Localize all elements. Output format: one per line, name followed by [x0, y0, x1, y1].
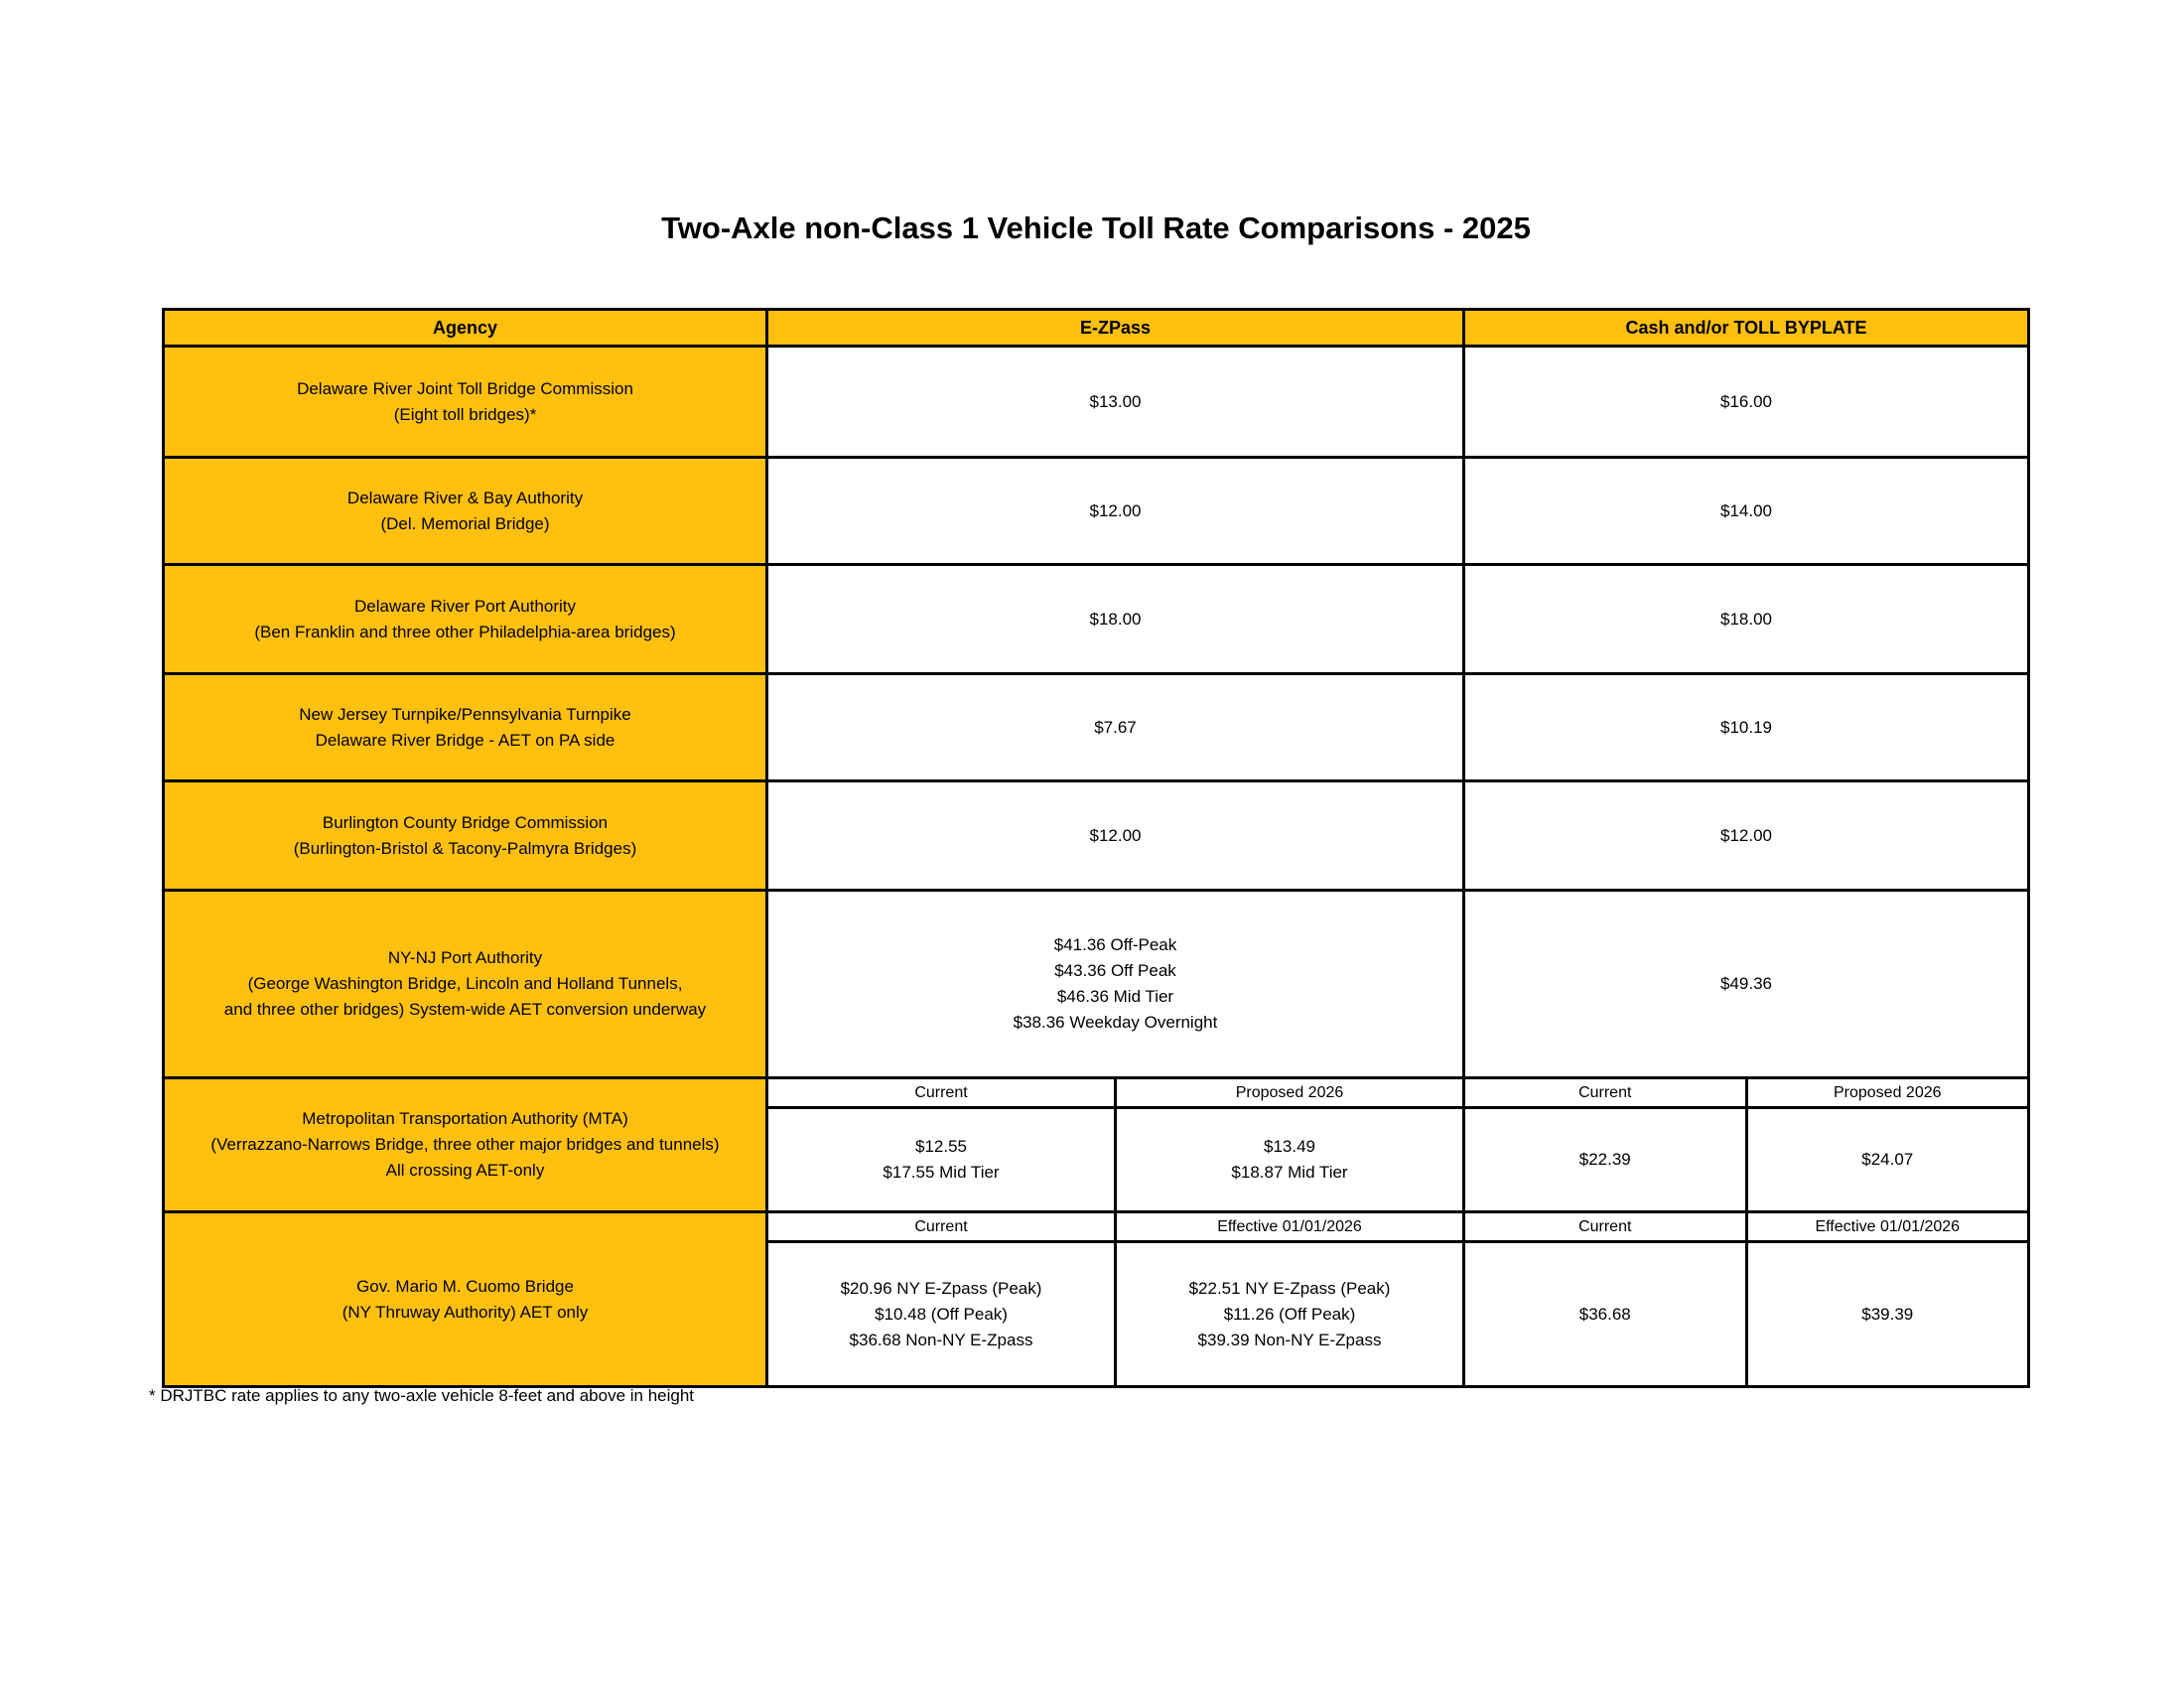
toll-value: $7.67 [1094, 717, 1137, 737]
footnote: * DRJTBC rate applies to any two-axle vehicle 8-feet and above in height [149, 1386, 695, 1405]
agency-cell [165, 1079, 765, 1210]
page-title: Two-Axle non-Class 1 Vehicle Toll Rate Comparisons - 2025 [661, 211, 1531, 245]
cash-cell [1462, 566, 2027, 672]
agency-cell [165, 348, 765, 456]
toll-value: $14.00 [1720, 500, 1772, 520]
ezpass-split-cell [765, 1213, 1462, 1385]
toll-value: $13.49 [1264, 1137, 1315, 1156]
toll-value: $41.36 Off-Peak [1053, 935, 1177, 954]
subheader-row [768, 1079, 1462, 1109]
toll-value: $18.00 [1720, 609, 1772, 629]
toll-value: $17.55 Mid Tier [883, 1163, 1000, 1182]
subheader-current: Current [1578, 1083, 1632, 1101]
cash-current-cell [1465, 1109, 1745, 1210]
ezpass-cell [765, 348, 1462, 456]
agency-cell [165, 566, 765, 672]
agency-name: Delaware River & Bay Authority [346, 488, 584, 507]
agency-name: Delaware River Port Authority [354, 596, 576, 616]
subheader-row [1465, 1213, 2027, 1243]
subheader-effective-2026: Effective 01/01/2026 [1114, 1213, 1462, 1240]
subheader-current: Current [914, 1083, 968, 1101]
ezpass-cell [765, 566, 1462, 672]
cash-cell [1462, 348, 2027, 456]
ezpass-cell [765, 459, 1462, 563]
agency-detail: Delaware River Bridge - AET on PA side [315, 730, 615, 750]
agency-cell [165, 892, 765, 1076]
agency-name: Metropolitan Transportation Authority (MTA) [302, 1109, 628, 1128]
subheader-row [768, 1213, 1462, 1243]
table-row-njtp-patp [165, 672, 2027, 779]
agency-detail: (Del. Memorial Bridge) [380, 513, 550, 533]
agency-cell [165, 675, 765, 779]
toll-value: $22.51 NY E-Zpass (Peak) [1188, 1278, 1391, 1298]
ezpass-cell [765, 892, 1462, 1076]
table-row-panynj [165, 889, 2027, 1076]
subheader-current: Current [1578, 1217, 1632, 1235]
agency-name: Delaware River Joint Toll Bridge Commission [297, 378, 633, 398]
agency-detail: and three other bridges) System-wide AET conversion underway [223, 1000, 707, 1019]
subbody-row [768, 1243, 1462, 1385]
ezpass-current-cell [768, 1109, 1114, 1210]
toll-value: $13.00 [1089, 391, 1142, 411]
subheader-proposed-2026: Proposed 2026 [1745, 1079, 2028, 1106]
toll-value: $18.87 Mid Tier [1231, 1163, 1348, 1182]
toll-value: $36.68 Non-NY E-Zpass [849, 1330, 1033, 1349]
agency-name: Gov. Mario M. Cuomo Bridge [356, 1276, 574, 1296]
cash-cell [1462, 675, 2027, 779]
subbody-row [1465, 1243, 2027, 1385]
agency-detail: (Burlington-Bristol & Tacony-Palmyra Bridges) [293, 838, 637, 858]
toll-value: $12.00 [1720, 825, 1772, 845]
table-header-row [165, 311, 2027, 345]
table-row-burlington [165, 779, 2027, 889]
toll-value: $20.96 NY E-Zpass (Peak) [840, 1278, 1042, 1298]
toll-value: $36.68 [1578, 1304, 1631, 1324]
ezpass-cell [765, 782, 1462, 889]
toll-value: $10.48 (Off Peak) [875, 1304, 1008, 1324]
column-header-ezpass: E-ZPass [765, 311, 1462, 345]
agency-name: NY-NJ Port Authority [387, 948, 543, 967]
toll-value: $12.00 [1089, 825, 1142, 845]
table-row-drjtbc [165, 345, 2027, 456]
ezpass-effective-cell [1114, 1243, 1462, 1385]
cash-split-cell [1462, 1079, 2027, 1210]
cash-cell [1462, 459, 2027, 563]
agency-name: New Jersey Turnpike/Pennsylvania Turnpike [299, 704, 631, 724]
cash-effective-cell [1745, 1243, 2028, 1385]
toll-value: $12.55 [915, 1137, 967, 1156]
subheader-proposed-2026: Proposed 2026 [1114, 1079, 1462, 1106]
subbody-row [1465, 1109, 2027, 1210]
agency-detail: (George Washington Bridge, Lincoln and Holland Tunnels, [247, 974, 683, 993]
toll-value: $49.36 [1720, 974, 1772, 993]
toll-value: $24.07 [1861, 1150, 1914, 1169]
agency-name: Burlington County Bridge Commission [322, 812, 609, 832]
subheader-current: Current [914, 1217, 968, 1235]
toll-value: $22.39 [1578, 1150, 1631, 1169]
table-row-drba [165, 456, 2027, 563]
toll-value: $43.36 Off Peak [1054, 961, 1176, 980]
toll-value: $46.36 Mid Tier [1056, 987, 1174, 1006]
column-header-agency: Agency [165, 311, 765, 345]
ezpass-split-cell [765, 1079, 1462, 1210]
table-row-drpa [165, 563, 2027, 672]
cash-cell [1462, 782, 2027, 889]
agency-detail: (Verrazzano-Narrows Bridge, three other major bridges and tunnels) [210, 1135, 720, 1154]
ezpass-cell [765, 675, 1462, 779]
subheader-row [1465, 1079, 2027, 1109]
cash-proposed-cell [1745, 1109, 2028, 1210]
toll-value: $38.36 Weekday Overnight [1013, 1013, 1218, 1032]
column-header-cash: Cash and/or TOLL BYPLATE [1462, 311, 2027, 345]
toll-value: $16.00 [1720, 391, 1772, 411]
toll-value: $11.26 (Off Peak) [1223, 1304, 1356, 1324]
table-row-mta [165, 1076, 2027, 1210]
toll-value: $12.00 [1089, 500, 1142, 520]
toll-value: $39.39 Non-NY E-Zpass [1197, 1330, 1382, 1349]
toll-value: $39.39 [1861, 1304, 1914, 1324]
cash-cell [1462, 892, 2027, 1076]
cash-current-cell [1465, 1243, 1745, 1385]
subheader-effective-2026: Effective 01/01/2026 [1745, 1213, 2028, 1240]
agency-cell [165, 782, 765, 889]
ezpass-proposed-cell [1114, 1109, 1462, 1210]
agency-detail: All crossing AET-only [385, 1161, 545, 1180]
agency-detail: (Eight toll bridges)* [393, 404, 537, 424]
agency-cell [165, 1213, 765, 1385]
table-row-cuomo-bridge [165, 1210, 2027, 1385]
agency-detail: (Ben Franklin and three other Philadelphia-area bridges) [254, 622, 676, 641]
subbody-row [768, 1109, 1462, 1210]
cash-split-cell [1462, 1213, 2027, 1385]
toll-value: $18.00 [1089, 609, 1142, 629]
toll-value: $10.19 [1720, 717, 1772, 737]
agency-detail: (NY Thruway Authority) AET only [341, 1302, 589, 1322]
toll-rate-table [162, 308, 2030, 1388]
ezpass-current-cell [768, 1243, 1114, 1385]
agency-cell [165, 459, 765, 563]
